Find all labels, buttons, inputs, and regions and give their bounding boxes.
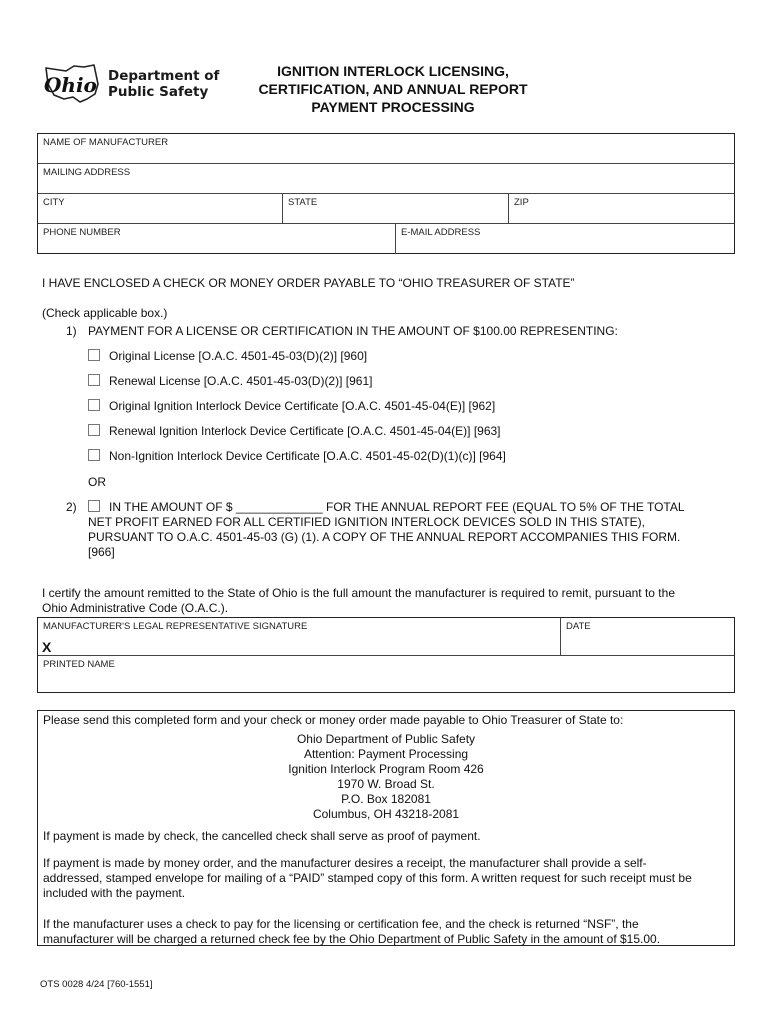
annual-report-fee-checkbox[interactable] xyxy=(88,500,100,512)
manufacturer-info-table xyxy=(37,133,735,254)
email-label: E-MAIL ADDRESS xyxy=(401,227,481,238)
printed-name-label: PRINTED NAME xyxy=(43,659,115,670)
address-line: Attention: Payment Processing xyxy=(303,747,469,761)
phone-email-row xyxy=(38,224,734,254)
signature-field[interactable] xyxy=(38,618,560,655)
email-field[interactable] xyxy=(395,224,734,254)
renewal-device-certificate-label: Renewal Ignition Interlock Device Certificate [O.A.C. 4501-45-04(E)] [963] xyxy=(109,424,501,438)
non-ignition-device-certificate-checkbox[interactable] xyxy=(88,449,100,461)
mailing-address-field[interactable] xyxy=(38,164,734,194)
item1-text: PAYMENT FOR A LICENSE OR CERTIFICATION IN THE AMOUNT OF $100.00 REPRESENTING: xyxy=(88,324,618,338)
state-label: STATE xyxy=(288,197,318,208)
item2-line1: IN THE AMOUNT OF $ _____________ FOR THE ANNUAL REPORT FEE (EQUAL TO 5% OF THE TOTAL xyxy=(109,500,685,514)
logo-word: Ohio xyxy=(44,73,97,97)
certify-line2: Ohio Administrative Code (O.A.C.). xyxy=(42,601,229,615)
mailing-address-block xyxy=(38,732,734,822)
odps-logo xyxy=(40,58,220,108)
item1-number: 1) xyxy=(66,324,77,338)
original-license-checkbox[interactable] xyxy=(88,349,100,361)
mail-intro: Please send this completed form and your check or money order made payable to Ohio Treasurer of State to: xyxy=(43,713,624,727)
manufacturer-name-label: NAME OF MANUFACTURER xyxy=(43,137,169,148)
signature-row xyxy=(38,618,734,656)
form-title: IGNITION INTERLOCK LICENSING, CERTIFICATION, AND ANNUAL REPORT PAYMENT PROCESSING xyxy=(258,63,528,115)
item2-line4: [966] xyxy=(88,545,115,559)
item2-number: 2) xyxy=(66,500,77,514)
check-proof-paragraph: If payment is made by check, the cancelled check shall serve as proof of payment. xyxy=(43,829,481,843)
address-line: Ignition Interlock Program Room 426 xyxy=(288,762,484,776)
address-line: 1970 W. Broad St. xyxy=(337,777,435,791)
item2-line2: NET PROFIT EARNED FOR ALL CERTIFIED IGNITION INTERLOCK DEVICES SOLD IN THIS STATE), xyxy=(88,515,645,529)
date-field[interactable] xyxy=(560,618,734,655)
renewal-license-label: Renewal License [O.A.C. 4501-45-03(D)(2)] [961] xyxy=(109,374,373,388)
original-device-certificate-checkbox[interactable] xyxy=(88,399,100,411)
signature-x-mark: X xyxy=(42,639,52,655)
check-note: (Check applicable box.) xyxy=(42,306,168,320)
original-device-certificate-label: Original Ignition Interlock Device Certificate [O.A.C. 4501-45-04(E)] [962] xyxy=(109,399,496,413)
zip-field[interactable] xyxy=(508,194,734,223)
renewal-license-checkbox[interactable] xyxy=(88,374,100,386)
form-number: OTS 0028 4/24 [760-1551] xyxy=(40,979,153,990)
renewal-device-certificate-checkbox[interactable] xyxy=(88,424,100,436)
or-separator: OR xyxy=(88,475,106,489)
state-field[interactable] xyxy=(282,194,508,223)
nsf-paragraph: If the manufacturer uses a check to pay for the licensing or certification fee, and the check is returned “NSF”, the manufacturer will be charged a returned check fee by the Ohio Department of Public Safety in the amount of $15.00. xyxy=(43,917,661,946)
city-state-zip-row xyxy=(38,194,734,224)
mailing-address-label: MAILING ADDRESS xyxy=(43,167,131,178)
phone-field[interactable] xyxy=(38,224,395,254)
address-line: Columbus, OH 43218-2081 xyxy=(312,807,460,821)
date-label: DATE xyxy=(566,621,591,632)
city-field[interactable] xyxy=(38,194,282,223)
address-line: Ohio Department of Public Safety xyxy=(296,732,476,746)
money-order-paragraph: If payment is made by money order, and the manufacturer desires a receipt, the manufacturer shall provide a self- addressed, stamped envelope for mailing of a “PAID” stamped copy of this form. A written request for such receipt must be included with the payment. xyxy=(43,856,692,900)
enclosed-statement: I HAVE ENCLOSED A CHECK OR MONEY ORDER PAYABLE TO “OHIO TREASURER OF STATE” xyxy=(42,276,575,290)
printed-name-field[interactable] xyxy=(38,656,734,692)
phone-label: PHONE NUMBER xyxy=(43,227,121,238)
address-line: P.O. Box 182081 xyxy=(341,792,431,806)
certify-line1: I certify the amount remitted to the State of Ohio is the full amount the manufacturer is required to remit, pursuant to the xyxy=(42,586,675,600)
manufacturer-name-field[interactable] xyxy=(38,134,734,164)
signature-label: MANUFACTURER'S LEGAL REPRESENTATIVE SIGNATURE xyxy=(43,621,308,632)
original-license-label: Original License [O.A.C. 4501-45-03(D)(2)] [960] xyxy=(109,349,368,363)
mailing-instructions-box xyxy=(37,710,735,946)
city-label: CITY xyxy=(43,197,65,208)
ohio-state-outline-icon xyxy=(40,62,104,106)
item2-line3: PURSUANT TO O.A.C. 4501-45-03 (G) (1). A COPY OF THE ANNUAL REPORT ACCOMPANIES THIS FORM. xyxy=(88,530,681,544)
zip-label: ZIP xyxy=(514,197,529,208)
signature-table xyxy=(37,617,735,693)
department-name: Department of Public Safety xyxy=(108,68,220,100)
non-ignition-device-certificate-label: Non-Ignition Interlock Device Certificate [O.A.C. 4501-45-02(D)(1)(c)] [964] xyxy=(109,449,506,463)
